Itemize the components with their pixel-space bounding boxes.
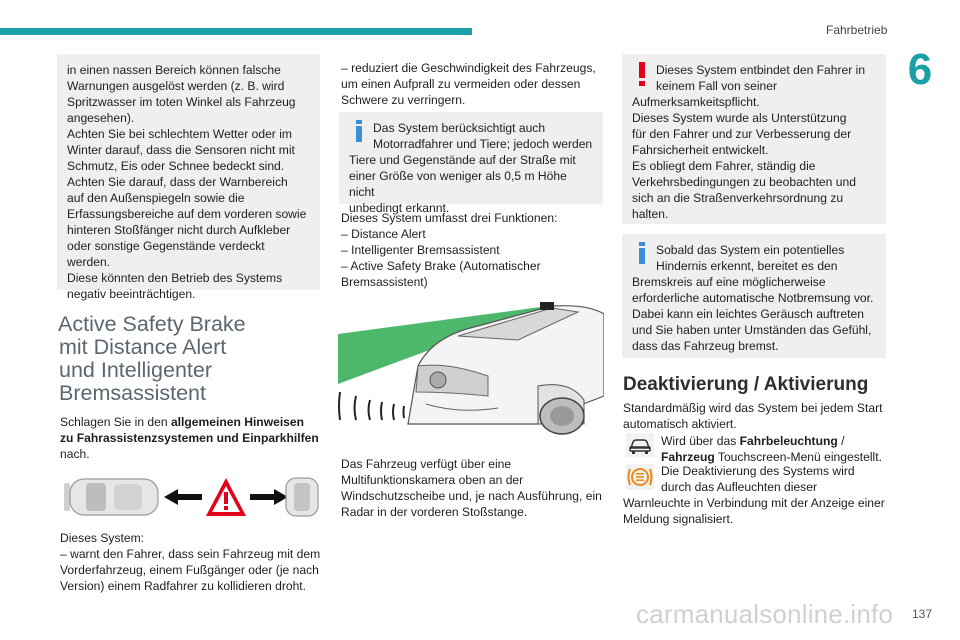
warn-line: Es obliegt dem Fahrer, ständig die [632, 159, 816, 173]
warning-exclamation-icon [638, 62, 646, 86]
car-settings-icon [626, 433, 654, 457]
menu-bold: Fahrbeleuchtung [739, 434, 838, 448]
intro-line [60, 414, 328, 430]
warn-line: halten. [632, 207, 669, 221]
camera-paragraph [341, 456, 611, 520]
heading-line: und Intelligenter [59, 358, 212, 382]
warning-continuation-box [57, 54, 320, 301]
menu-text: Wird über das [661, 434, 740, 448]
box-line: Winter darauf, dass die Sensoren nicht mit [67, 143, 295, 157]
warn-line: Fahrsicherheit entwickelt. [632, 143, 769, 157]
functions-line: – Intelligenter Bremsassistent [341, 243, 500, 257]
menu-line [661, 433, 891, 449]
box-line: oder sonstige Gegenstände verdeckt werden. [67, 239, 265, 269]
default-line: automatisch aktiviert. [623, 417, 737, 431]
warning-triangle-icon [206, 478, 246, 516]
menu-bold: Fahrzeug [661, 450, 715, 464]
info-line: und Sie haben unter Umständen das Gefühl, [632, 323, 872, 337]
deactivation-heading: Deaktivierung / Aktivierung [623, 374, 869, 395]
system-line: – warnt den Fahrer, dass sein Fahrzeug mit dem [60, 547, 321, 561]
info-line: Hindernis erkennt, bereitet es den [656, 259, 838, 273]
box-line: Diese könnten den Betrieb des Systems [67, 271, 283, 285]
warn-line: Dieses System entbindet den Fahrer in [656, 63, 866, 77]
warn-line: für den Fahrer und zur Verbesserung der [632, 127, 852, 141]
box-line: Spritzwasser im toten Winkel als Fahrzeug [67, 95, 296, 109]
arrow-left-icon [164, 489, 202, 505]
deact-line: Die Deaktivierung des Systems wird [661, 464, 855, 478]
box-line: Erfassungsbereiche auf dem vorderen sowie [67, 207, 307, 221]
info-line: dass das Fahrzeug bremst. [632, 339, 779, 353]
info-line: Tiere und Gegenstände auf der Straße mit [349, 153, 576, 167]
warn-line: Dieses System wurde als Unterstützung [632, 111, 847, 125]
box-line: Achten Sie bei schlechtem Wetter oder im [67, 127, 292, 141]
system-line: Version) einem Radfahrer zu kollidieren droht. [60, 579, 307, 593]
functions-line: Dieses System umfasst drei Funktionen: [341, 211, 558, 225]
arrow-right-icon [250, 489, 288, 505]
functions-line: Bremsassistent) [341, 275, 428, 289]
reduce-line: Schwere zu verringern. [341, 93, 466, 107]
warning-box-responsibility [622, 54, 886, 224]
system-line: Vorderfahrzeug, einem Fußgänger oder (je nach [60, 563, 319, 577]
intro-bold: zu Fahrassistenzsystemen und Einparkhilfen [60, 431, 319, 445]
heading-line: Active Safety Brake [58, 312, 246, 336]
info-line: Bremskreis auf eine möglicherweise [632, 275, 826, 289]
info-icon [355, 120, 363, 142]
deact-line: Warnleuchte in Verbindung mit der Anzeige einer [623, 496, 885, 510]
info-box-brake [622, 234, 886, 358]
info-line: Sobald das System ein potentielles [656, 243, 845, 257]
box-line: auf den Außenspiegeln sowie die [67, 191, 245, 205]
box-line: Schmutz, Eis oder Schnee bedeckt sind. [67, 159, 285, 173]
system-paragraph [60, 530, 328, 594]
menu-text: Touchscreen-Menü eingestellt. [714, 450, 882, 464]
heading-line: Bremsassistent [59, 381, 206, 405]
menu-text: / [837, 434, 845, 448]
functions-paragraph [341, 210, 609, 290]
info-line: Das System berücksichtigt auch [373, 121, 546, 135]
reduce-line: – reduziert die Geschwindigkeit des Fahrzeugs, [341, 61, 596, 75]
warn-line: sich an die Straßenverkehrsordnung zu [632, 191, 844, 205]
warn-line: keinem Fall von seiner [656, 79, 777, 93]
heading-line: mit Distance Alert [59, 335, 227, 359]
info-line: unbedingt erkannt. [349, 201, 450, 215]
watermark-text: carmanualsonline.info [636, 599, 894, 629]
car-top-view-right [286, 478, 318, 516]
camera-line: Radar in der vorderen Stoßstange. [341, 505, 528, 519]
camera-line: Das Fahrzeug verfügt über eine [341, 457, 512, 471]
default-line: Standardmäßig wird das System bei jedem Start [623, 401, 883, 415]
car-radar-illustration [338, 296, 604, 436]
functions-line: – Active Safety Brake (Automatischer [341, 259, 541, 273]
info-line: erforderliche automatische Notbremsung vor. [632, 291, 874, 305]
warn-line: Verkehrsbedingungen zu beobachten und [632, 175, 856, 189]
section-heading [58, 313, 320, 405]
collision-warning-illustration [62, 474, 320, 520]
car-top-view-left [64, 479, 158, 515]
chapter-number: 6 [907, 45, 933, 94]
reduce-paragraph [341, 60, 609, 108]
functions-line: – Distance Alert [341, 227, 426, 241]
deactivation-paragraph [623, 463, 893, 527]
info-line: Motorradfahrer und Tiere; jedoch werden [373, 137, 593, 151]
intro-bold: allgemeinen Hinweisen [170, 415, 305, 429]
info-line: einer Größe von weniger als 0,5 m Höhe nicht [349, 169, 567, 199]
info-line: Dabei kann ein leichtes Geräusch auftreten [632, 307, 864, 321]
section-title: Fahrbetrieb [826, 23, 888, 37]
header-accent-bar [0, 28, 472, 35]
box-line: angesehen). [67, 111, 135, 125]
system-line: Dieses System: [60, 531, 145, 545]
intro-line: nach. [60, 447, 90, 461]
default-paragraph [623, 400, 893, 432]
box-line: Achten Sie darauf, dass der Warnbereich [67, 175, 288, 189]
page-number: 137 [912, 607, 933, 621]
intro-line [60, 430, 328, 446]
info-box-detection [339, 112, 603, 215]
reduce-line: um einen Aufprall zu vermeiden oder dessen [341, 77, 581, 91]
menu-paragraph [661, 433, 891, 465]
camera-line: Multifunktionskamera oben an der [341, 473, 524, 487]
warn-line: Aufmerksamkeitspflicht. [632, 95, 760, 109]
camera-line: Windschutzscheibe und, je nach Ausführung, ein [341, 489, 602, 503]
deact-line: Meldung signalisiert. [623, 512, 734, 526]
intro-text: Schlagen Sie in den [60, 415, 171, 429]
box-line: hinteren Stoßfänger nicht durch Aufkleber [67, 223, 291, 237]
radar-waves [339, 392, 404, 420]
deact-line: durch das Aufleuchten dieser [661, 480, 817, 494]
box-line: negativ beeinträchtigen. [67, 287, 196, 301]
box-line: in einen nassen Bereich können falsche [67, 63, 281, 77]
info-icon [638, 242, 646, 264]
box-line: Warnungen ausgelöst werden (z. B. wird [67, 79, 285, 93]
box-text [67, 62, 310, 302]
intro-paragraph [60, 414, 328, 462]
